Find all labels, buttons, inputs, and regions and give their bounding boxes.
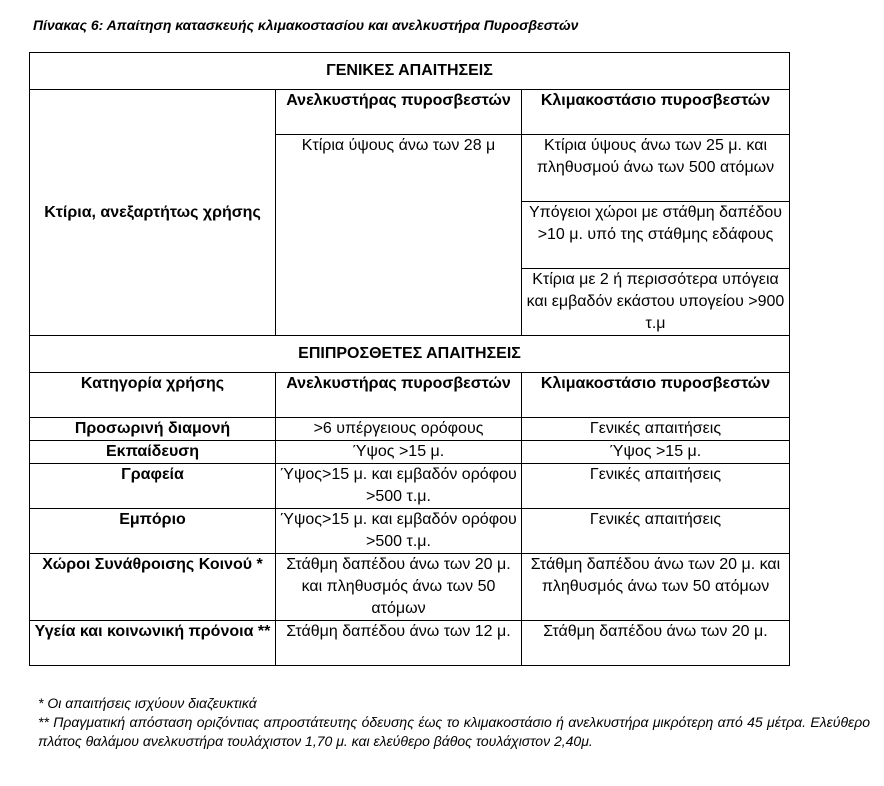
general-col-stair: Κλιμακοστάσιο πυροσβεστών xyxy=(522,90,790,135)
stair-cell: Ύψος >15 μ. xyxy=(522,441,790,464)
category-cell: Υγεία και κοινωνική πρόνοια ** xyxy=(30,621,276,666)
fire-requirements-table xyxy=(29,52,790,666)
elevator-cell: Ύψος >15 μ. xyxy=(276,441,522,464)
stair-cell: Γενικές απαιτήσεις xyxy=(522,418,790,441)
category-cell: Γραφεία xyxy=(30,464,276,509)
general-stair-req-2: Υπόγειοι χώροι με στάθμη δαπέδου >10 μ. υπό της στάθμης εδάφους xyxy=(522,202,790,269)
stair-cell: Γενικές απαιτήσεις xyxy=(522,509,790,554)
table-row xyxy=(30,418,790,441)
table-row xyxy=(30,441,790,464)
additional-col-stair: Κλιμακοστάσιο πυροσβεστών xyxy=(522,373,790,418)
additional-section-row xyxy=(30,336,790,373)
elevator-cell: Ύψος>15 μ. και εμβαδόν ορόφου >500 τ.μ. xyxy=(276,464,522,509)
category-cell: Εκπαίδευση xyxy=(30,441,276,464)
footnote-1: * Οι απαιτήσεις ισχύουν διαζευκτικά xyxy=(38,695,257,711)
table-row xyxy=(30,509,790,554)
category-cell: Χώροι Συνάθροισης Κοινού * xyxy=(30,554,276,621)
elevator-cell: Ύψος>15 μ. και εμβαδόν ορόφου >500 τ.μ. xyxy=(276,509,522,554)
footnotes xyxy=(38,694,870,751)
additional-col-elevator: Ανελκυστήρας πυροσβεστών xyxy=(276,373,522,418)
table-caption: Πίνακας 6: Απαίτηση κατασκευής κλιμακοστασίου και ανελκυστήρα Πυροσβεστών xyxy=(33,17,579,33)
general-stair-req-1: Κτίρια ύψους άνω των 25 μ. και πληθυσμού άνω των 500 ατόμων xyxy=(522,135,790,202)
general-col-elevator: Ανελκυστήρας πυροσβεστών xyxy=(276,90,522,135)
elevator-cell: >6 υπέργειους ορόφους xyxy=(276,418,522,441)
footnote-2: ** Πραγματική απόσταση οριζόντιας απροστάτευτης όδευσης έως το κλιμακοστάσιο ή ανελκυστήρα μικρότερη από 45 μέτρα. Ελεύθερο πλάτος θαλάμου ανελκυστήρα τουλάχιστον 1,70 μ. και ελεύθερο βάθος τουλάχιστον 2,40μ. xyxy=(38,714,870,749)
general-elevator-req: Κτίρια ύψους άνω των 28 μ xyxy=(276,135,522,336)
stair-cell: Γενικές απαιτήσεις xyxy=(522,464,790,509)
general-header-row xyxy=(30,90,790,135)
stair-cell: Στάθμη δαπέδου άνω των 20 μ. και πληθυσμός άνω των 50 ατόμων xyxy=(522,554,790,621)
general-section-row xyxy=(30,53,790,90)
general-stair-req-3: Κτίρια με 2 ή περισσότερα υπόγεια και εμβαδόν εκάστου υπογείου >900 τ.μ xyxy=(522,269,790,336)
category-cell: Εμπόριο xyxy=(30,509,276,554)
elevator-cell: Στάθμη δαπέδου άνω των 20 μ. και πληθυσμός άνω των 50 ατόμων xyxy=(276,554,522,621)
additional-header-row xyxy=(30,373,790,418)
general-row-label: Κτίρια, ανεξαρτήτως χρήσης xyxy=(30,90,276,336)
additional-col-category: Κατηγορία χρήσης xyxy=(30,373,276,418)
elevator-cell: Στάθμη δαπέδου άνω των 12 μ. xyxy=(276,621,522,666)
general-section-title: ΓΕΝΙΚΕΣ ΑΠΑΙΤΗΣΕΙΣ xyxy=(30,53,790,90)
table-row xyxy=(30,554,790,621)
table-row xyxy=(30,621,790,666)
category-cell: Προσωρινή διαμονή xyxy=(30,418,276,441)
stair-cell: Στάθμη δαπέδου άνω των 20 μ. xyxy=(522,621,790,666)
additional-section-title: ΕΠΙΠΡΟΣΘΕΤΕΣ ΑΠΑΙΤΗΣΕΙΣ xyxy=(30,336,790,373)
table-row xyxy=(30,464,790,509)
